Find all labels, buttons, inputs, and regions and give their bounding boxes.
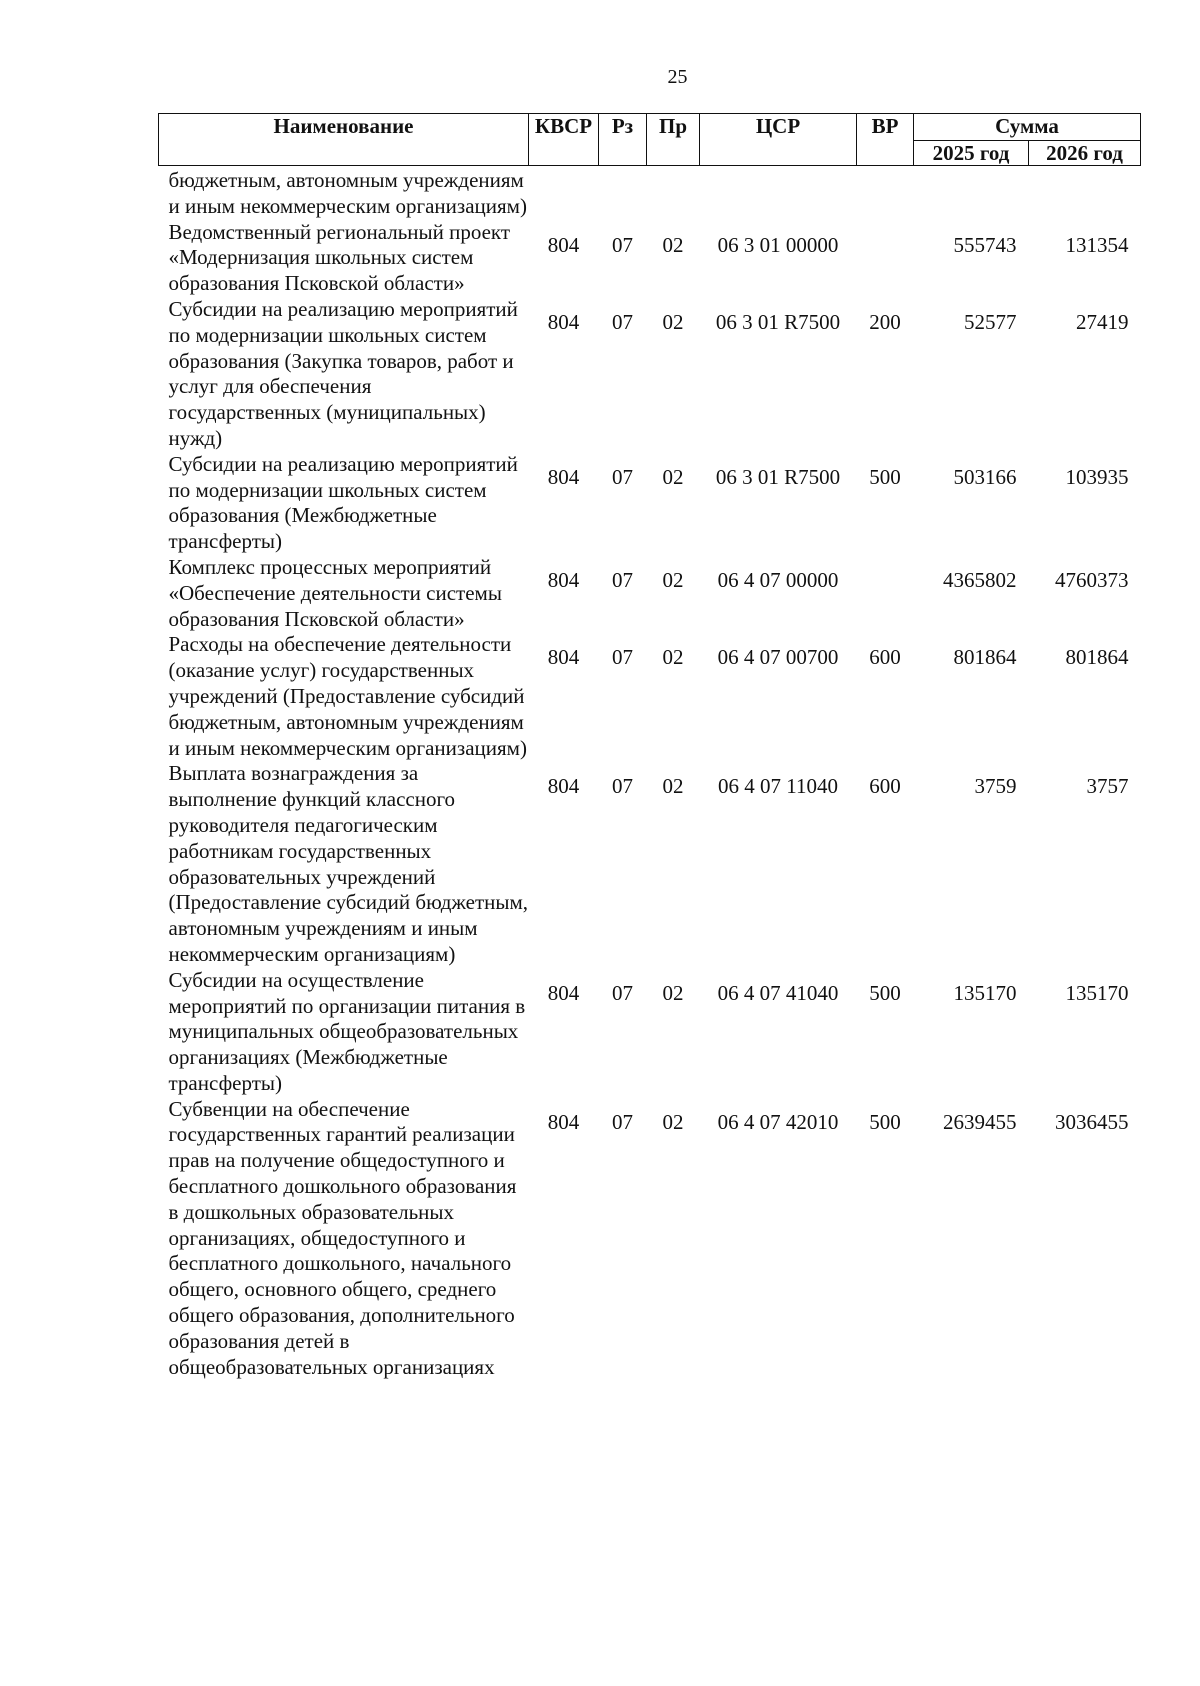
table-row <box>159 1097 1141 1381</box>
cell-vr <box>857 555 914 632</box>
cell-s26: 135170 <box>1065 980 1129 1005</box>
cell-kvsr: 804 <box>547 645 580 670</box>
cell-pr: 02 <box>662 464 684 489</box>
budget-table <box>158 113 1141 1380</box>
table-row <box>159 166 1141 220</box>
cell-vr: 500 <box>869 980 901 1005</box>
cell-kvsr: 804 <box>547 309 580 334</box>
header-csr: ЦСР <box>700 114 857 166</box>
cell-s25: 3759 <box>974 774 1017 799</box>
cell-vr: 600 <box>869 645 901 670</box>
cell-pr: 02 <box>662 980 684 1005</box>
cell-kvsr: 804 <box>547 980 580 1005</box>
cell-csr: 06 4 07 00000 <box>717 567 839 592</box>
cell-name: Субвенции на обеспечение государственных гарантий реализации прав на получение общедоступного и бесплатного дошкольного образования в дошкольных образовательных организациях, общедоступного и бесплатного дошкольного, начального общего, основного общего, среднего общего образования, дополнительного образования детей в общеобразовательных организациях <box>168 1096 517 1379</box>
cell-pr <box>647 166 700 220</box>
cell-csr: 06 3 01 R7500 <box>715 464 841 489</box>
table-row <box>159 555 1141 632</box>
header-rz: Рз <box>599 114 647 166</box>
cell-pr: 02 <box>662 232 684 257</box>
cell-rz: 07 <box>612 774 633 799</box>
table-row <box>159 632 1141 761</box>
cell-csr: 06 4 07 42010 <box>717 1109 839 1134</box>
cell-csr: 06 4 07 00700 <box>717 645 839 670</box>
cell-rz: 07 <box>612 232 633 257</box>
table-header <box>159 114 1141 166</box>
cell-s26: 3036455 <box>1055 1109 1129 1134</box>
cell-name: Комплекс процессных мероприятий «Обеспечение деятельности системы образования Псковской области» <box>168 554 502 631</box>
cell-pr: 02 <box>662 645 684 670</box>
cell-rz: 07 <box>612 464 633 489</box>
cell-s25: 135170 <box>953 980 1017 1005</box>
cell-s25 <box>914 166 1029 220</box>
header-sum: Сумма <box>914 114 1141 141</box>
cell-name: Субсидии на реализацию мероприятий по модернизации школьных систем образования (Межбюджетные трансферты) <box>168 451 518 554</box>
cell-rz: 07 <box>612 1109 633 1134</box>
cell-name: Ведомственный региональный проект «Модернизация школьных систем образования Псковской области» <box>168 219 511 296</box>
cell-s26: 103935 <box>1065 464 1129 489</box>
cell-s26: 27419 <box>1076 309 1129 334</box>
header-pr: Пр <box>647 114 700 166</box>
header-kvsr: КВСР <box>529 114 599 166</box>
cell-kvsr: 804 <box>547 464 580 489</box>
cell-csr: 06 4 07 41040 <box>717 980 839 1005</box>
cell-pr: 02 <box>662 567 684 592</box>
cell-s26: 4760373 <box>1055 567 1129 592</box>
header-year-2025: 2025 год <box>914 141 1029 166</box>
cell-kvsr: 804 <box>547 1109 580 1134</box>
cell-s25: 555743 <box>953 232 1017 257</box>
header-year-2026: 2026 год <box>1029 141 1141 166</box>
cell-vr <box>857 166 914 220</box>
cell-s25: 801864 <box>953 645 1017 670</box>
cell-vr: 200 <box>869 309 901 334</box>
table-body <box>159 166 1141 1381</box>
cell-rz: 07 <box>612 567 633 592</box>
cell-rz: 07 <box>612 309 633 334</box>
cell-vr <box>857 220 914 297</box>
table-row <box>159 220 1141 297</box>
cell-kvsr: 804 <box>547 232 580 257</box>
cell-name: Субсидии на осуществление мероприятий по организации питания в муниципальных общеобразовательных организациях (Межбюджетные трансферты) <box>168 967 526 1095</box>
cell-name: Выплата вознаграждения за выполнение функций классного руководителя педагогическим работникам государственных образовательных учреждений (Предоставление субсидий бюджетным, автономным учреждениям и иным некоммерческим организациям) <box>168 761 529 966</box>
cell-s25: 2639455 <box>943 1109 1017 1134</box>
cell-vr: 500 <box>869 1109 901 1134</box>
table-row <box>159 297 1141 452</box>
cell-s26 <box>1029 166 1141 220</box>
page-number: 25 <box>667 66 688 88</box>
cell-csr <box>700 166 857 220</box>
cell-s26: 131354 <box>1065 232 1129 257</box>
cell-rz: 07 <box>612 980 633 1005</box>
cell-name: Расходы на обеспечение деятельности (оказание услуг) государственных учреждений (Предоставление субсидий бюджетным, автономным учреждениям и иным некоммерческим организациям) <box>168 632 527 760</box>
cell-kvsr: 804 <box>547 774 580 799</box>
cell-s26: 3757 <box>1086 774 1129 799</box>
cell-s25: 4365802 <box>943 567 1017 592</box>
cell-pr: 02 <box>662 774 684 799</box>
table-row <box>159 452 1141 555</box>
cell-s25: 52577 <box>964 309 1017 334</box>
table-row <box>159 761 1141 967</box>
cell-csr: 06 3 01 R7500 <box>715 309 841 334</box>
cell-kvsr <box>529 166 599 220</box>
cell-csr: 06 3 01 00000 <box>717 232 839 257</box>
cell-s26: 801864 <box>1065 645 1129 670</box>
cell-rz <box>599 166 647 220</box>
header-name: Наименование <box>159 114 529 166</box>
header-vr: ВР <box>857 114 914 166</box>
table-row <box>159 968 1141 1097</box>
cell-s25: 503166 <box>953 464 1017 489</box>
cell-kvsr: 804 <box>547 567 580 592</box>
cell-rz: 07 <box>612 645 633 670</box>
cell-name: бюджетным, автономным учреждениям и иным некоммерческим организациям) <box>168 168 527 218</box>
cell-pr: 02 <box>662 1109 684 1134</box>
cell-vr: 600 <box>869 774 901 799</box>
cell-name: Субсидии на реализацию мероприятий по модернизации школьных систем образования (Закупка товаров, работ и услуг для обеспечения государственных (муниципальных) нужд) <box>168 296 518 450</box>
cell-vr: 500 <box>869 464 901 489</box>
cell-pr: 02 <box>662 309 684 334</box>
cell-csr: 06 4 07 11040 <box>718 774 838 799</box>
